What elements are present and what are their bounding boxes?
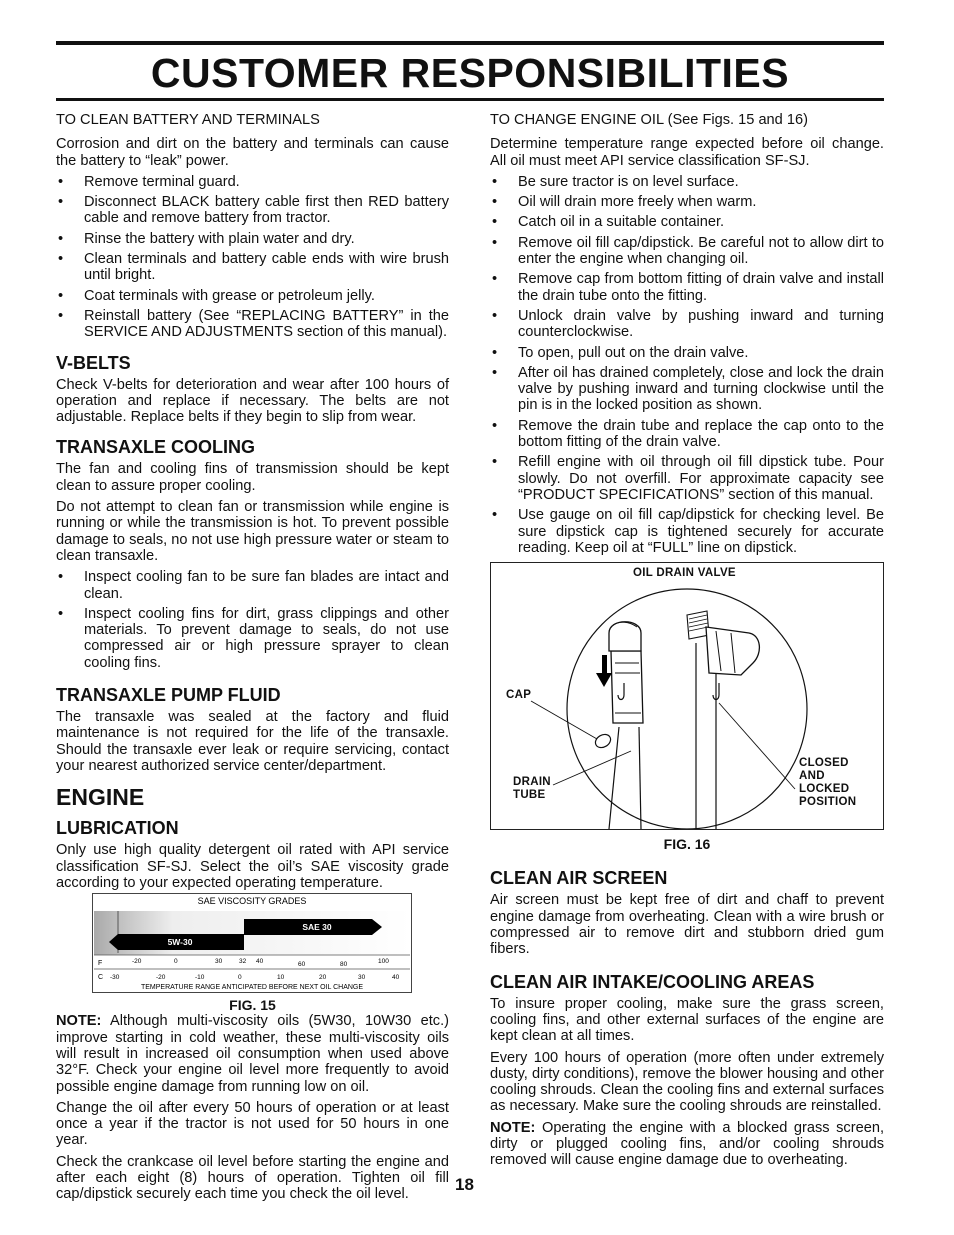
note-text: Although multi-viscosity oils (5W30, 10W30 etc.) improve starting in cold weather, these multi-viscosity oils will result in increased oil consumption when used above 32°F. Check your engine oil level more frequently to avoid possible engine damage from running low on oil. xyxy=(56,1013,450,1095)
f-tick: 0 xyxy=(174,958,178,966)
f-tick: 30 xyxy=(215,958,223,966)
c-tick: 40 xyxy=(392,974,400,982)
lubrication-text: Only use high quality detergent oil rated with API service classification SF-SJ. Select the oil’s SAE viscosity grade according to your expected operating temperature. xyxy=(56,842,449,891)
lubrication-note xyxy=(56,1013,449,1094)
list-item: • Unlock drain valve by pushing inward and turning counterclockwise. xyxy=(490,308,884,341)
c-tick: 10 xyxy=(277,974,285,982)
transaxle-cooling-p1: The fan and cooling fins of transmission should be kept clean to assure proper cooling. xyxy=(56,461,449,494)
air-intake-note xyxy=(490,1120,884,1169)
fig16-oil-drain-valve xyxy=(490,562,884,830)
top-rule xyxy=(56,41,884,45)
list-item: • Oil will drain more freely when warm. xyxy=(490,194,884,210)
closed-locked-label: CLOSED AND LOCKED POSITION xyxy=(799,757,857,809)
vbelts-heading: V-BELTS xyxy=(56,352,131,373)
left-column xyxy=(56,112,449,1208)
list-item: • Reinstall battery (See “REPLACING BATTERY” in the SERVICE AND ADJUSTMENTS section of this manual). xyxy=(56,308,449,341)
c-tick: -10 xyxy=(195,974,205,982)
list-item: • Use gauge on oil fill cap/dipstick for checking level. Be sure dipstick cap is tightened securely for accurate reading. Keep oil at “FULL” line on dipstick. xyxy=(490,507,884,556)
air-intake-heading: CLEAN AIR INTAKE/COOLING AREAS xyxy=(490,971,815,992)
c-tick: -30 xyxy=(110,974,120,982)
list-item: • Remove the drain tube and replace the cap onto to the bottom fitting of the drain valve. xyxy=(490,418,884,451)
title-underline xyxy=(56,98,884,101)
cap-label: CAP xyxy=(506,689,532,702)
pump-fluid-text: The transaxle was sealed at the factory and fluid maintenance is not required for the life of the transaxle. Should the transaxle ever leak or require servicing, contact your nearest authorized service center/department. xyxy=(56,709,449,774)
pump-fluid-heading: TRANSAXLE PUMP FLUID xyxy=(56,685,281,706)
page-title: CUSTOMER RESPONSIBILITIES xyxy=(150,50,790,96)
fig15-caption: FIG. 15 xyxy=(229,997,276,1014)
list-item: • Inspect cooling fins for dirt, grass clippings and other materials. To prevent damage to seals, do not use compressed air or high pressure sprayer to clean cooling fins. xyxy=(56,606,449,671)
list-item: • Be sure tractor is on level surface. xyxy=(490,174,884,190)
viscosity-title: SAE VISCOSITY GRADES xyxy=(197,896,307,907)
air-intake-p2: Every 100 hours of operation (more often under extremely dusty, dirty conditions), remove the blower housing and other cooling shrouds. Clean the cooling fins and external surfaces as necessary. Make sure the cooling shrouds are reinstalled. xyxy=(490,1049,884,1115)
transaxle-cooling-list xyxy=(56,569,449,671)
air-screen-text: Air screen must be kept free of dirt and chaff to prevent engine damage from overheating. Clean with a wire brush or compressed air to remove dirt and stubborn dried gum fibers. xyxy=(490,892,884,958)
vbelts-text: Check V-belts for deterioration and wear after 100 hours of operation and replace if necessary. The belts are not adjustable. Replace belts if they begin to slip from wear. xyxy=(56,376,449,426)
bar-5w30-label: 5W-30 xyxy=(167,937,193,948)
f-tick: 100 xyxy=(378,958,389,966)
bar-sae30-label: SAE 30 xyxy=(302,922,332,933)
fig16-caption: FIG. 16 xyxy=(663,836,711,853)
drain-tube-label: DRAIN TUBE xyxy=(513,776,551,802)
engine-heading: ENGINE xyxy=(56,784,145,811)
note-label: NOTE: xyxy=(56,1013,102,1030)
list-item: • Refill engine with oil through oil fill dipstick tube. Pour slowly. Do not overfill. For approximate capacity see “PRODUCT SPECIFICATIONS” section of this manual. xyxy=(490,454,884,503)
oil-change-interval: Change the oil after every 50 hours of operation or at least once a year if the tractor is not used for 50 hours in one year. xyxy=(56,1099,449,1149)
f-tick: 60 xyxy=(298,961,306,969)
air-intake-p1: To insure proper cooling, make sure the grass screen, cooling fins, and other external surfaces of the engine are kept clean at all times. xyxy=(490,995,884,1045)
note-text: Operating the engine with a blocked grass screen, dirty or plugged cooling fins, and/or cooling shrouds removed will cause engine damage due to overheating. xyxy=(490,1119,884,1169)
f-tick: -20 xyxy=(132,958,142,966)
c-tick: 0 xyxy=(238,974,242,982)
list-item: • Rinse the battery with plain water and dry. xyxy=(56,231,449,247)
air-screen-heading: CLEAN AIR SCREEN xyxy=(490,868,668,889)
transaxle-cooling-p2: Do not attempt to clean fan or transmission while engine is running or while the transmission is hot. To prevent possible damage to seals, no not use high pressure water or steam to clean transaxle. xyxy=(56,499,449,564)
list-item: • Remove cap from bottom fitting of drain valve and install the drain tube onto the fitting. xyxy=(490,271,884,304)
list-item: • Coat terminals with grease or petroleum jelly. xyxy=(56,288,449,304)
battery-heading: TO CLEAN BATTERY AND TERMINALS xyxy=(56,112,320,128)
f-label: F xyxy=(98,960,103,968)
note-label: NOTE: xyxy=(490,1119,536,1136)
oil-change-heading: TO CHANGE ENGINE OIL (See Figs. 15 and 16) xyxy=(490,112,808,128)
oil-change-list xyxy=(490,174,884,556)
lubrication-heading: LUBRICATION xyxy=(56,818,179,839)
fig15-viscosity-chart xyxy=(56,893,449,1013)
f-tick: 80 xyxy=(340,961,348,969)
c-tick: 30 xyxy=(358,974,366,982)
c-tick: -20 xyxy=(156,974,166,982)
list-item: • To open, pull out on the drain valve. xyxy=(490,345,884,361)
list-item: • Clean terminals and battery cable ends with wire brush until bright. xyxy=(56,251,449,284)
f-tick: 32 xyxy=(239,958,247,966)
right-column xyxy=(490,112,884,1174)
viscosity-chart-svg xyxy=(92,893,412,993)
battery-list xyxy=(56,174,449,341)
transaxle-cooling-heading: TRANSAXLE COOLING xyxy=(56,437,256,458)
oil-change-intro: Determine temperature range expected before oil change. All oil must meet API service classification SF-SJ. xyxy=(490,136,884,169)
viscosity-footer: TEMPERATURE RANGE ANTICIPATED BEFORE NEXT OIL CHANGE xyxy=(140,984,364,992)
oil-check-interval: Check the crankcase oil level before starting the engine and after each eight (8) hours of operation. Tighten oil fill cap/dipstick securely each time you check the oil level. xyxy=(56,1153,449,1203)
battery-intro: Corrosion and dirt on the battery and terminals can cause the battery to “leak” power. xyxy=(56,136,449,169)
list-item: • Remove terminal guard. xyxy=(56,174,449,190)
list-item: • Disconnect BLACK battery cable first then RED battery cable and remove battery from tractor. xyxy=(56,194,449,227)
c-label: C xyxy=(98,974,104,982)
page-number: 18 xyxy=(455,1175,474,1194)
list-item: • Catch oil in a suitable container. xyxy=(490,214,884,230)
list-item: • Remove oil fill cap/dipstick. Be careful not to allow dirt to enter the engine when changing oil. xyxy=(490,235,884,268)
f-tick: 40 xyxy=(256,958,264,966)
fig16-title: OIL DRAIN VALVE xyxy=(633,567,736,580)
c-tick: 20 xyxy=(319,974,327,982)
list-item: • After oil has drained completely, close and lock the drain valve by pushing inward and turning clockwise until the pin is in the locked position as shown. xyxy=(490,365,884,414)
list-item: • Inspect cooling fan to be sure fan blades are intact and clean. xyxy=(56,569,449,602)
